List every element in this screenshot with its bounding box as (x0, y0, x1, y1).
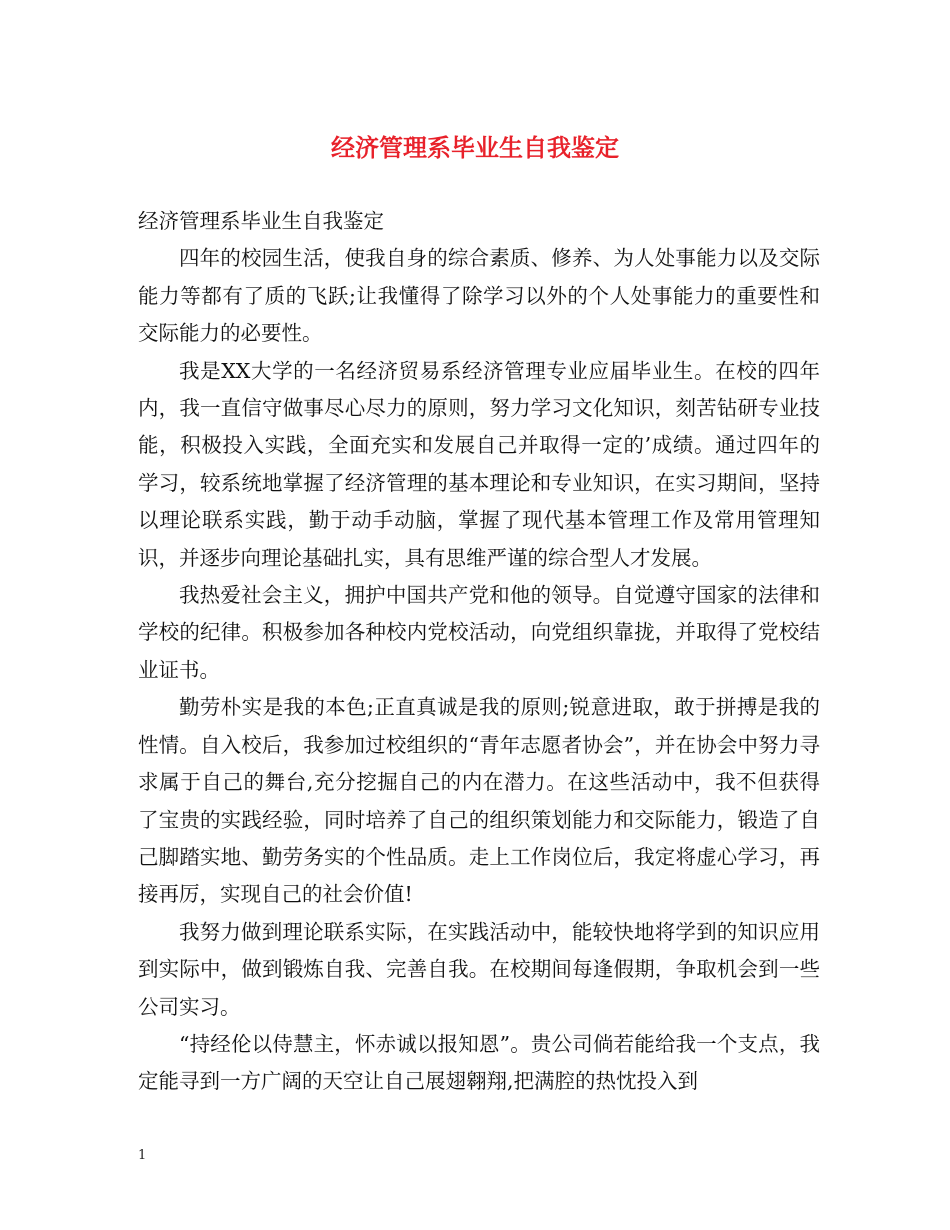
paragraph-5: 我努力做到理论联系实际，在实践活动中，能较快地将学到的知识应用到实际中，做到锻炼自我、完善自我。在校期间每逢假期，争取机会到一些公司实习。 (138, 919, 820, 1019)
page-number: 1 (138, 1148, 147, 1163)
document-subtitle: 经济管理系毕业生自我鉴定 (138, 209, 384, 233)
paragraph-2: 我是XX大学的一名经济贸易系经济管理专业应届毕业生。在校的四年内，我一直信守做事尽心尽力的原则，努力学习文化知识，刻苦钻研专业技能，积极投入实践，全面充实和发展自己并取得一定的’成绩。通过四年的学习，较系统地掌握了经济管理的基本理论和专业知识，在实习期间，坚持以理论联系实践，勤于动手动脑，掌握了现代基本管理工作及常用管理知识，并逐步向理论基础扎实，具有思维严谨的综合型人才发展。 (138, 358, 820, 570)
document-body (138, 203, 820, 1101)
document-title: 经济管理系毕业生自我鉴定 (331, 134, 619, 162)
paragraph-1: 四年的校园生活，使我自身的综合素质、修养、为人处事能力以及交际能力等都有了质的飞跃;让我懂得了除学习以外的个人处事能力的重要性和交际能力的必要性。 (138, 246, 820, 346)
paragraph-4: 勤劳朴实是我的本色;正直真诚是我的原则;锐意进取，敢于拼搏是我的性情。自入校后，我参加过校组织的“青年志愿者协会”，并在协会中努力寻求属于自己的舞台,充分挖掘自己的内在潜力。在这些活动中，我不但获得了宝贵的实践经验，同时培养了自己的组织策划能力和交际能力，锻造了自己脚踏实地、勤劳务实的个性品质。走上工作岗位后，我定将虚心学习，再接再厉，实现自己的社会价值! (138, 695, 820, 907)
paragraph-6: “持经伦以侍慧主，怀赤诚以报知恩”。贵公司倘若能给我一个支点，我定能寻到一方广阔的天空让自己展翅翱翔,把满腔的热忱投入到 (138, 1031, 820, 1094)
paragraph-3: 我热爱社会主义，拥护中国共产党和他的领导。自觉遵守国家的法律和学校的纪律。积极参加各种校内党校活动，向党组织靠拢，并取得了党校结业证书。 (138, 583, 820, 682)
